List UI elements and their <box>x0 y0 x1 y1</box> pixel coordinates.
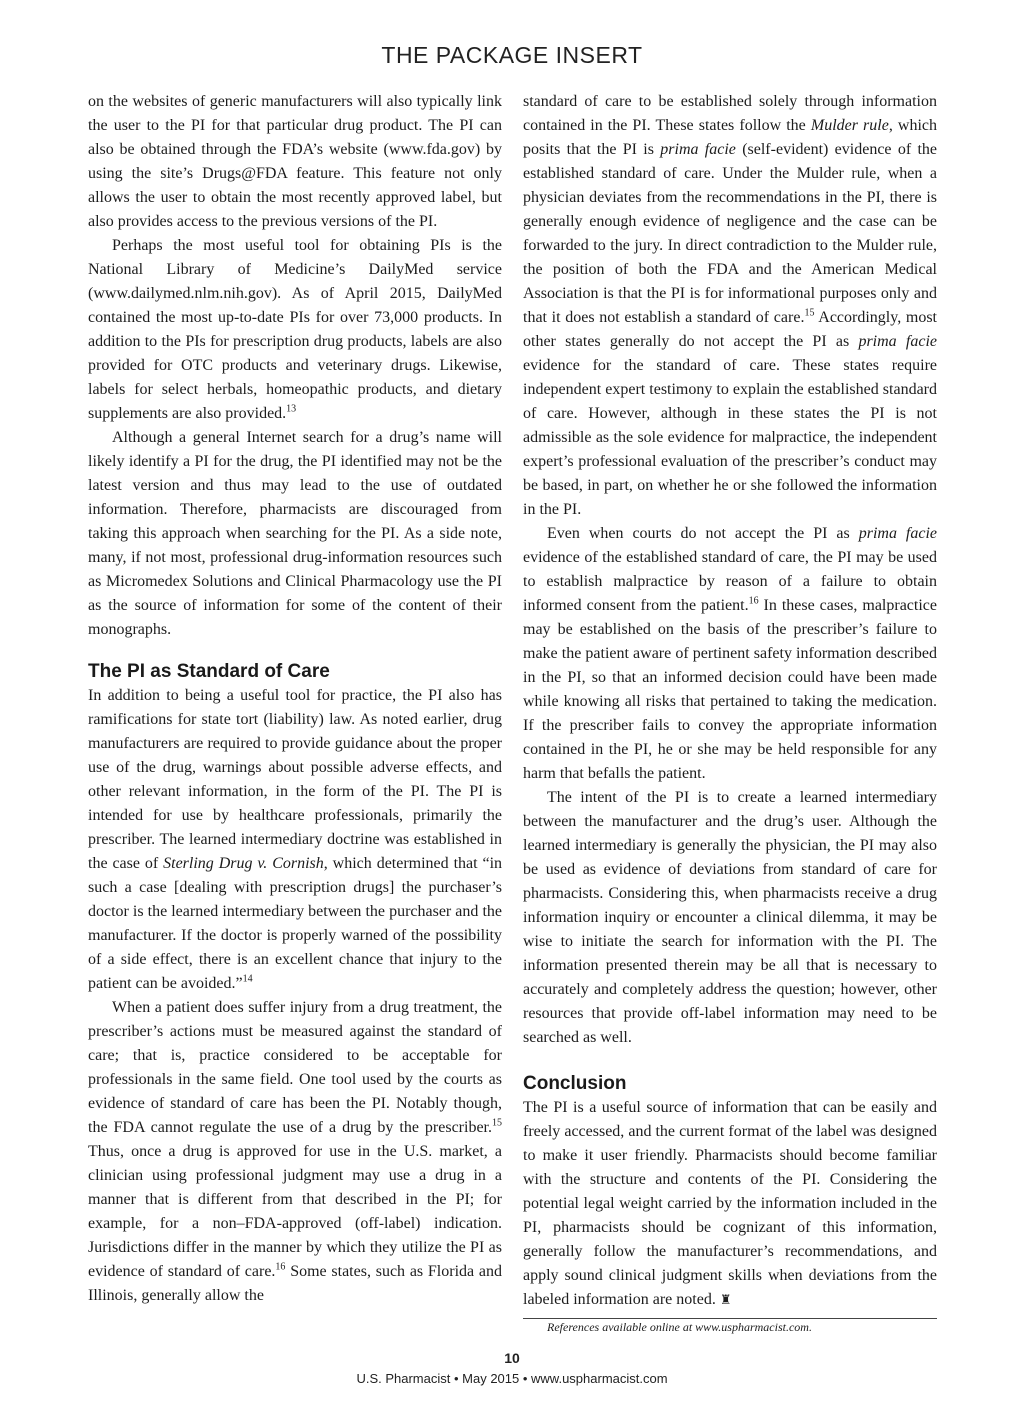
prima-facie-term-2: prima facie <box>858 333 938 350</box>
mulder-rule: Mulder rule <box>810 117 889 134</box>
conclusion-paragraph <box>523 1096 937 1312</box>
right-paragraph-2-text-a: Even when courts do not accept the PI as <box>547 525 859 542</box>
left-paragraph-1: on the websites of generic manufacturers will also typically link the user to the PI for that particular drug product. The PI can also be obtained through the FDA’s website (www.fda.gov) by using the site’s Drugs@FDA feature. This feature not only allows the user to obtain the most recently approved label, but also provides access to the previous versions of the PI. <box>88 93 502 230</box>
ref-15: 15 <box>492 1117 502 1129</box>
prima-facie-term-3: prima facie <box>858 525 938 542</box>
right-paragraph-1-text-e: evidence for the standard of care. These states require independent expert testimony to explain the established standard of care. However, although in these states the PI is not admissible as the sole evidence for malpractice, the independent expert’s professional evaluation of the prescriber’s conduct may be based, in part, on whether he or she followed the information in the PI. <box>523 357 937 518</box>
left-paragraph-2 <box>88 234 502 426</box>
page-header: THE PACKAGE INSERT <box>381 42 643 68</box>
right-paragraph-2 <box>523 522 937 786</box>
left-paragraph-5-text-c: Some states, such as Florida and Illinois, generally allow the <box>88 1263 503 1304</box>
case-name: Sterling Drug v. Cornish <box>163 855 324 872</box>
left-paragraph-4-text-a: In addition to being a useful tool for practice, the PI also has ramifications for state tort (liability) law. As noted earlier, drug manufacturers are required to provide guidance about the proper use of the drug, warnings about possible adverse effects, and other relevant information, in the form of the PI. The PI is intended for use by healthcare professionals, primarily the prescriber. The learned intermediary doctrine was established in the case of <box>88 687 502 872</box>
publication-footer: U.S. Pharmacist • May 2015 • www.uspharmacist.com <box>356 1371 668 1386</box>
left-paragraph-4 <box>88 684 502 996</box>
right-paragraph-1-text-d: Accordingly, most other states generally do not accept the PI as <box>523 309 938 350</box>
right-paragraph-2-text-c: In these cases, malpractice may be established on the basis of the prescriber’s failure to make the patient aware of pertinent safety information described in the PI, so that an informed decision could have been made while knowing all risks that pertained to taking the medication. If the prescriber fails to convey the appropriate information contained in the PI, he or she may be held responsible for any harm that befalls the patient. <box>523 597 937 782</box>
section-heading-standard-of-care: The PI as Standard of Care <box>88 661 330 682</box>
section-heading-conclusion: Conclusion <box>523 1073 627 1094</box>
right-column <box>523 90 937 1335</box>
left-paragraph-2-text: Perhaps the most useful tool for obtaining PIs is the National Library of Medicine’s DailyMed service (www.dailymed.nlm.nih.gov). As of April 2015, DailyMed contained the most up-to-date PIs for over 73,000 products. In addition to the PIs for prescription drug products, labels are also provided for OTC products and veterinary drugs. Likewise, labels for select herbals, homeopathic products, and dietary supplements are also provided. <box>88 237 502 422</box>
right-paragraph-2-text-b: evidence of the established standard of care, the PI may be used to establish malpractice by reason of a failure to obtain informed consent from the patient. <box>523 549 937 614</box>
ref-15-right: 15 <box>804 307 815 319</box>
prima-facie-term: prima facie <box>660 141 736 158</box>
right-paragraph-1-text-a: standard of care to be established solely through information contained in the PI. These states follow the <box>523 93 937 134</box>
left-paragraph-5-text-b: Thus, once a drug is approved for use in the U.S. market, a clinician using professional judgment may use a drug in a manner that is different from that described in the PI; for example, for a non–FDA-approved (off-label) indication. Jurisdictions differ in the manner by which they utilize the PI as evidence of standard of care. <box>88 1143 502 1280</box>
conclusion-text: The PI is a useful source of information that can be easily and freely accessed, and the current format of the label was designed to make it user friendly. Pharmacists should become familiar with the structure and contents of the PI. Considering the potential legal weight carried by the information included in the PI, pharmacists should be cognizant of this information, generally follow the manufacturer’s recommendations, and apply sound clinical judgment skills when deviations from the labeled information are noted. <box>523 1099 937 1308</box>
ref-13: 13 <box>286 403 297 415</box>
left-paragraph-3: Although a general Internet search for a drug’s name will likely identify a PI for the drug, the PI identified may not be the latest version and thus may lead to the use of outdated information. Therefore, pharmacists are discouraged from taking this approach when searching for the PI. As a side note, many, if not most, professional drug-information resources such as Micromedex Solutions and Clinical Pharmacology use the PI as the source of information for some of the content of their monographs. <box>88 429 502 638</box>
left-column <box>88 90 502 1308</box>
right-paragraph-1 <box>523 90 937 522</box>
right-paragraph-1-text-b: , which posits that the PI is <box>523 117 938 158</box>
end-of-article-icon: ♜ <box>719 1292 732 1307</box>
page-number: 10 <box>504 1350 520 1366</box>
right-paragraph-3: The intent of the PI is to create a learned intermediary between the manufacturer and the drug’s user. Although the learned intermediary is generally the physician, the PI may also be used as evidence of deviations from standard of care for pharmacists. Considering this, when pharmacists receive a drug information inquiry or encounter a clinical dilemma, it may be wise to initiate the search for information with the PI. The information presented therein may be all that is necessary to accurately and completely address the question; however, other resources that provide off-label information may need to be searched as well. <box>523 789 937 1046</box>
ref-14: 14 <box>242 973 253 985</box>
right-paragraph-1-text-c: (self-evident) evidence of the established standard of care. Under the Mulder rule, when a physician deviates from the recommendations in the PI, there is generally enough evidence of negligence and the case can be forwarded to the jury. In direct contradiction to the Mulder rule, the position of both the FDA and the American Medical Association is that the PI is for informational purposes only and that it does not establish a standard of care. <box>523 141 938 326</box>
left-paragraph-5 <box>88 996 502 1308</box>
left-paragraph-4-text-b: , which determined that “in such a case [dealing with prescription drugs] the purchaser’s doctor is the learned intermediary between the purchaser and the manufacturer. If the doctor is properly warned of the possibility of a side effect, there is an excellent chance that injury to the patient can be avoided.” <box>88 855 503 992</box>
ref-16-right: 16 <box>748 595 759 607</box>
references-note: References available online at www.uspharmacist.com. <box>547 1320 812 1334</box>
ref-16: 16 <box>275 1261 286 1273</box>
left-paragraph-5-text-a: When a patient does suffer injury from a drug treatment, the prescriber’s actions must be measured against the standard of care; that is, practice considered to be acceptable for professionals in the same field. One tool used by the courts as evidence of standard of care has been the PI. Notably though, the FDA cannot regulate the use of a drug by the prescriber. <box>88 999 502 1136</box>
